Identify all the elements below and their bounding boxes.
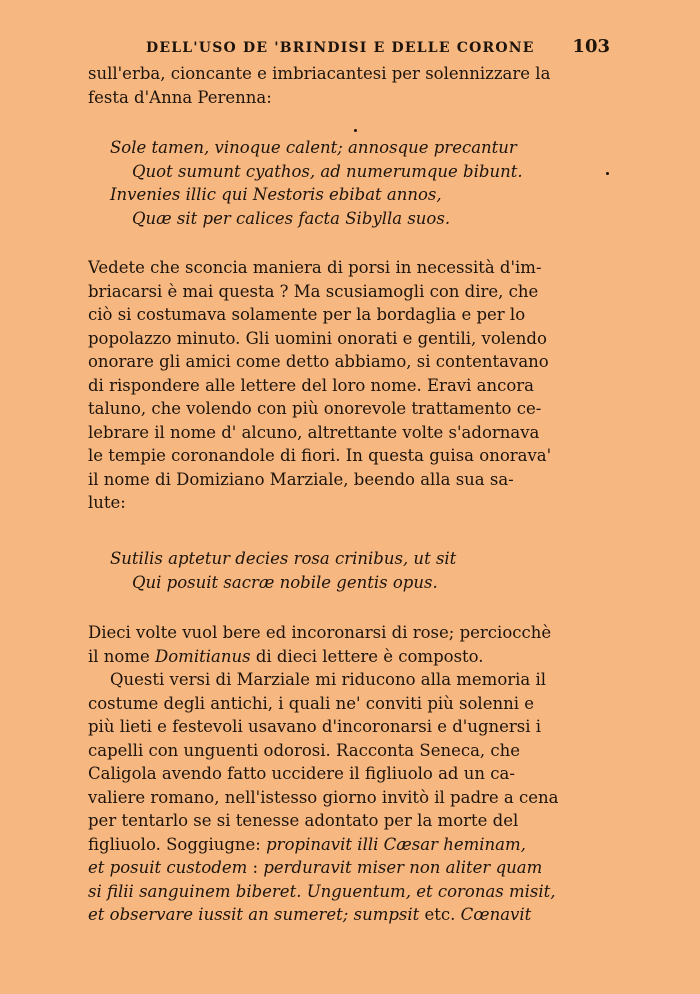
text-line: capelli con unguenti odorosi. Racconta Seneca, che <box>88 740 521 760</box>
text-line <box>88 645 610 669</box>
latin-quote: si filii sanguinem biberet. Unguentum, et coronas misit, <box>88 881 556 901</box>
text-line <box>88 856 610 880</box>
text-line: taluno, che volendo con più onorevole trattamento ce- <box>88 399 542 418</box>
text-line <box>88 880 610 904</box>
text-line: sull'erba, cioncante e imbriacantesi per solennizzare la <box>88 64 551 83</box>
text-line <box>88 833 610 857</box>
paragraph-vedete <box>88 256 610 515</box>
text-segment: etc. <box>419 905 461 924</box>
verse-quotation-martial <box>110 547 456 594</box>
text-segment: di dieci lettere è composto. <box>250 646 484 666</box>
stray-dot <box>354 129 357 132</box>
paragraph-questi-versi <box>88 668 610 927</box>
verse-line: Invenies illic qui Nestoris ebibat annos, <box>110 185 442 204</box>
latin-quote: Cœnavit <box>460 905 532 924</box>
text-line: popolazzo minuto. Gli uomini onorati e gentili, volendo <box>88 328 547 348</box>
text-line: lebrare il nome d' alcuno, altrettante volte s'adornava <box>88 422 540 442</box>
verse-line: Quot sumunt cyathos, ad numerumque bibunt. <box>132 161 523 181</box>
page-number: 103 <box>572 36 610 57</box>
verse-line: Sutilis aptetur decies rosa crinibus, ut sit <box>110 549 457 568</box>
latin-quote: perduravit miser non aliter quam <box>263 858 543 877</box>
text-line: lute: <box>88 493 126 512</box>
text-line: briacarsi è mai questa ? Ma scusiamogli con dire, che <box>88 281 539 301</box>
running-head: DELL'USO DE 'BRINDISI E DELLE CORONE <box>146 40 535 56</box>
text-line: costume degli antichi, i quali ne' conviti più solenni e <box>88 693 535 713</box>
text-segment: : <box>247 858 264 877</box>
text-line: Dieci volte vuol bere ed incoronarsi di rose; perciocchè <box>88 623 552 642</box>
text-line <box>88 903 610 927</box>
text-line: ciò si costumava solamente per la bordaglia e per lo <box>88 305 526 324</box>
verse-quotation-ovid <box>110 136 523 230</box>
stray-dot <box>606 172 609 175</box>
text-line: Questi versi di Marziale mi riducono alla memoria il <box>110 670 547 689</box>
text-line: più lieti e festevoli usavano d'incoronarsi e d'ugnersi i <box>88 717 542 736</box>
verse-line: Sole tamen, vinoque calent; annosque precantur <box>110 138 517 157</box>
text-line: onorare gli amici come detto abbiamo, si contentavano <box>88 352 549 371</box>
page-header <box>88 36 612 58</box>
text-line: Vedete che sconcia maniera di porsi in necessità d'im- <box>88 258 542 277</box>
latin-quote: propinavit illi Cæsar heminam, <box>266 834 526 854</box>
latin-quote: et observare iussit an sumeret; sumpsit <box>88 905 420 924</box>
text-line: valiere romano, nell'istesso giorno invitò il padre a cena <box>88 787 559 807</box>
text-segment: il nome <box>88 646 156 666</box>
latin-quote: et posuit custodem <box>88 858 248 877</box>
text-line: di rispondere alle lettere del loro nome. Eravi ancora <box>88 375 534 395</box>
paragraph-intro <box>88 62 610 109</box>
latin-word: Domitianus <box>155 646 251 666</box>
text-line: per tentarlo se si tenesse adontato per la morte del <box>88 811 519 830</box>
text-line: Caligola avendo fatto uccidere il figliuolo ad un ca- <box>88 764 515 783</box>
text-line: festa d'Anna Perenna: <box>88 87 272 107</box>
text-segment: figliuolo. Soggiugne: <box>88 834 267 854</box>
verse-line: Qui posuit sacræ nobile gentis opus. <box>132 572 438 592</box>
text-line: il nome di Domiziano Marziale, beendo alla sua sa- <box>88 469 514 489</box>
paragraph-dieci <box>88 621 610 668</box>
verse-line: Quæ sit per calices facta Sibylla suos. <box>132 208 451 228</box>
text-line: le tempie coronandole di fiori. In questa guisa onorava' <box>88 446 552 465</box>
